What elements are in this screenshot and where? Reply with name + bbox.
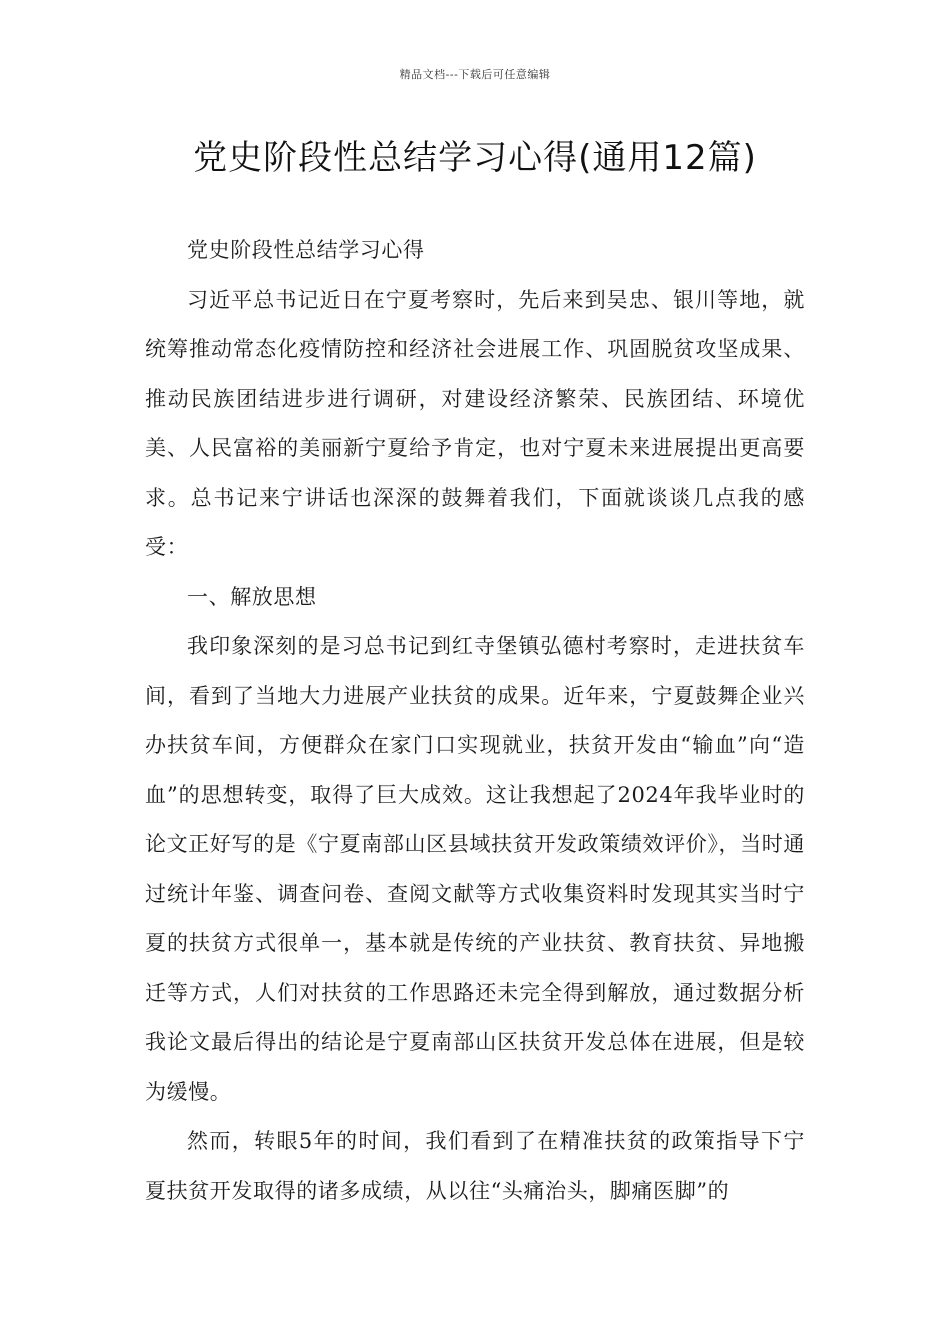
paragraph: 然而，转眼5年的时间，我们看到了在精准扶贫的政策指导下宁夏扶贫开发取得的诸多成绩，从以往“头痛治头，脚痛医脚”的 [145, 1129, 805, 1203]
paragraph-subtitle: 党史阶段性总结学习心得 [187, 238, 425, 262]
paragraph: 习近平总书记近日在宁夏考察时，先后来到吴忠、银川等地，就统筹推动常态化疫情防控和经济社会进展工作、巩固脱贫攻坚成果、推动民族团结进步进行调研，对建设经济繁荣、民族团结、环境优美、人民富裕的美丽新宁夏给予肯定，也对宁夏未来进展提出更高要求。总书记来宁讲话也深深的鼓舞着我们，下面就谈谈几点我的感受： [145, 287, 805, 559]
paragraph: 我印象深刻的是习总书记到红寺堡镇弘德村考察时，走进扶贫车间，看到了当地大力进展产业扶贫的成果。近年来，宁夏鼓舞企业兴办扶贫车间，方便群众在家门口实现就业，扶贫开发由“输血”向“造血”的思想转变，取得了巨大成效。这让我想起了2024年我毕业时的论文正好写的是《宁夏南部山区县域扶贫开发政策绩效评价》，当时通过统计年鉴、调查问卷、查阅文献等方式收集资料时发现其实当时宁夏的扶贫方式很单一，基本就是传统的产业扶贫、教育扶贫、异地搬迁等方式，人们对扶贫的工作思路还未完全得到解放，通过数据分析我论文最后得出的结论是宁夏南部山区扶贫开发总体在进展，但是较为缓慢。 [145, 634, 805, 1104]
document-body [145, 226, 805, 1216]
header-note: 精品文档---下载后可任意编辑 [399, 68, 551, 81]
document-title: 党史阶段性总结学习心得(通用12篇) [193, 138, 757, 178]
section-heading: 一、解放思想 [187, 584, 317, 609]
